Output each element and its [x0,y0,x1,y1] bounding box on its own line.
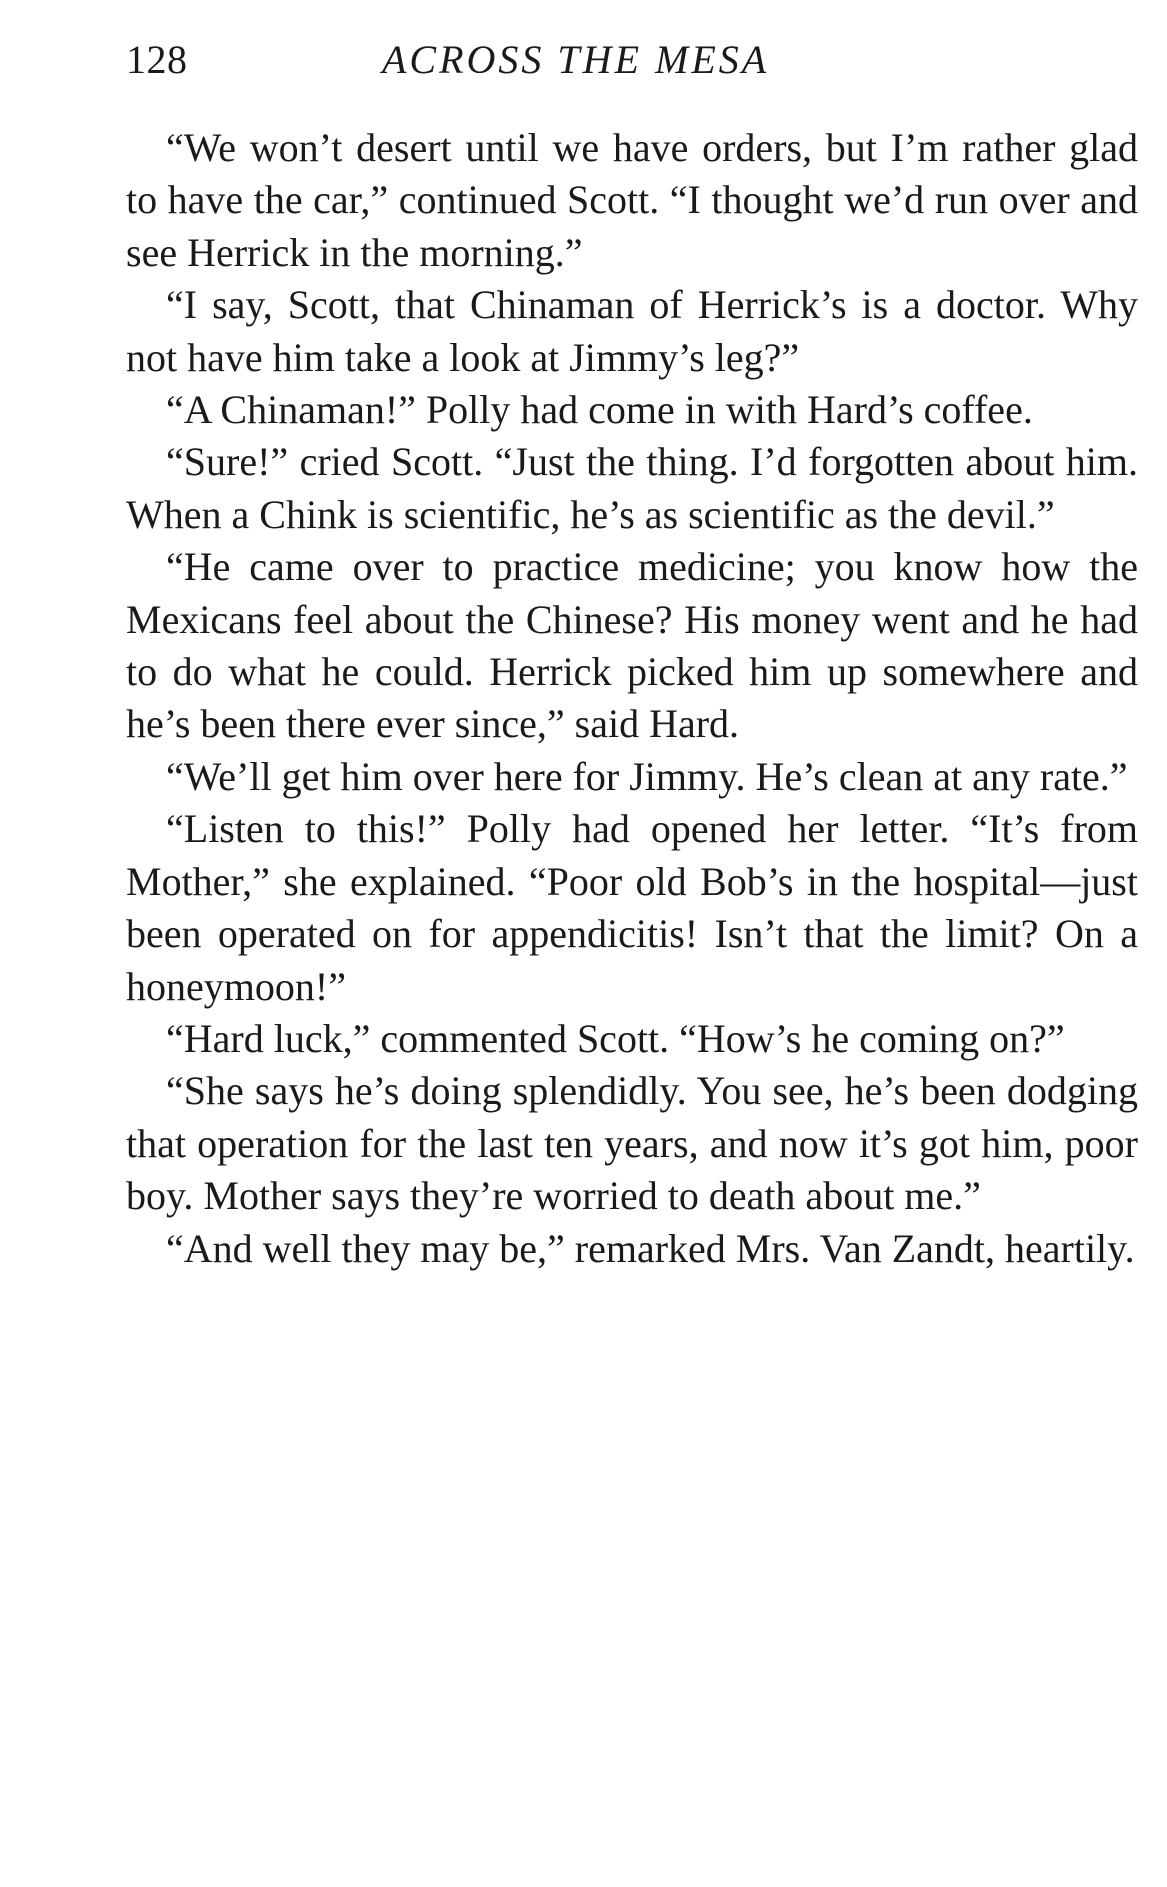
paragraph: “Hard luck,” commented Scott. “How’s he coming on?” [166,1015,1065,1061]
paragraph: “I say, Scott, that Chinaman of Herrick’s is a doctor. Why not have him take a look at Jimmy’s leg?” [126,282,1138,380]
body-text [126,122,1138,1275]
paragraph: “He came over to practice medicine; you know how the Mexicans feel about the Chinese? His money went and he had to do what he could. Herrick picked him up somewhere and he’s been there ever since,” said Hard. [126,544,1138,747]
paragraph: “She says he’s doing splendidly. You see, he’s been dodging that operation for the last ten years, and now it’s got him, poor boy. Mother says they’re worried to death about me.” [126,1068,1138,1219]
paragraph: “Listen to this!” Polly had opened her letter. “It’s from Mother,” she explained. “Poor old Bob’s in the hospital—just been operated on for appendicitis! Isn’t that the limit? On a honeymoon!” [126,806,1138,1009]
paragraph: “And well they may be,” remarked Mrs. Van Zandt, heartily. [166,1225,1135,1271]
paragraph: “Sure!” cried Scott. “Just the thing. I’d forgotten about him. When a Chink is scientific, he’s as scientific as the devil.” [126,439,1138,537]
paragraph: “We won’t desert until we have orders, but I’m rather glad to have the car,” continued Scott. “I thought we’d run over and see Herrick in the morning.” [126,125,1138,275]
running-title: ACROSS THE MESA [382,37,770,82]
page-header [126,36,1138,96]
paragraph: “A Chinaman!” Polly had come in with Hard’s coffee. [166,387,1033,433]
paragraph: “We’ll get him over here for Jimmy. He’s clean at any rate.” [166,753,1128,799]
page-number: 128 [126,37,188,82]
